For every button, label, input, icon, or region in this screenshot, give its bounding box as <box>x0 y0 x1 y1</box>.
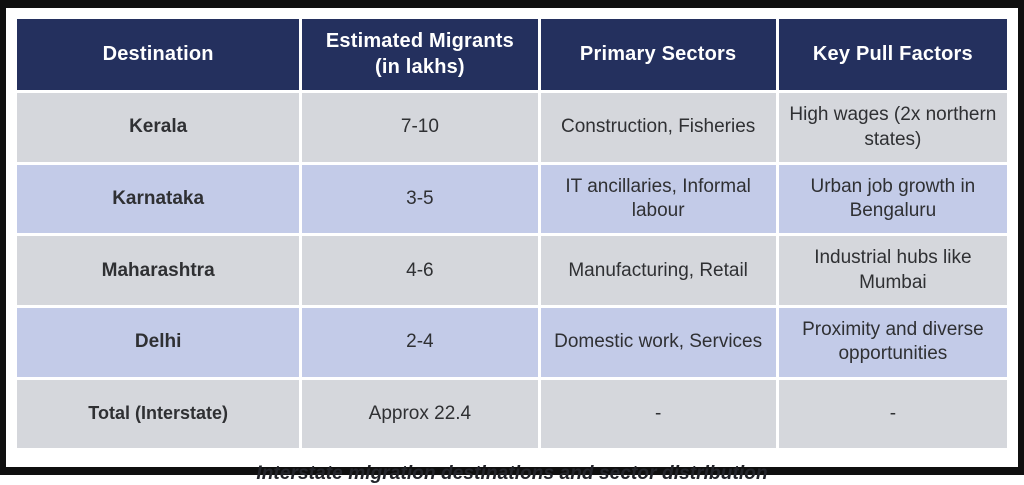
cell-destination: Karnataka <box>17 165 299 234</box>
cell-destination: Delhi <box>17 308 299 377</box>
cell-primary-sectors: - <box>541 380 776 448</box>
table-body <box>17 93 1007 448</box>
cell-primary-sectors: Construction, Fisheries <box>541 93 776 162</box>
cell-estimated-migrants: Approx 22.4 <box>302 380 537 448</box>
table-row-total <box>17 380 1007 448</box>
cell-key-pull-factors: - <box>779 380 1007 448</box>
column-header-estimated-migrants-unit: (in lakhs) <box>375 55 465 78</box>
table-row <box>17 165 1007 234</box>
column-header-destination <box>17 19 299 90</box>
cell-destination: Total (Interstate) <box>17 380 299 448</box>
column-header-key-pull-factors <box>779 19 1007 90</box>
cell-primary-sectors: Manufacturing, Retail <box>541 236 776 305</box>
column-header-estimated-migrants <box>302 19 537 90</box>
table-container <box>6 8 1018 484</box>
column-header-destination-label: Destination <box>102 42 214 65</box>
cell-primary-sectors: IT ancillaries, Informal labour <box>541 165 776 234</box>
cell-key-pull-factors: Proximity and diverse opportunities <box>779 308 1007 377</box>
cell-estimated-migrants: 7-10 <box>302 93 537 162</box>
table-header-row <box>17 19 1007 90</box>
column-header-estimated-migrants-label: Estimated Migrants <box>325 30 514 52</box>
cell-estimated-migrants: 2-4 <box>302 308 537 377</box>
cell-estimated-migrants: 4-6 <box>302 236 537 305</box>
cell-key-pull-factors: High wages (2x northern states) <box>779 93 1007 162</box>
cell-key-pull-factors: Urban job growth in Bengaluru <box>779 165 1007 234</box>
table-header <box>17 19 1007 90</box>
column-header-primary-sectors-label: Primary Sectors <box>579 42 737 65</box>
table-row <box>17 236 1007 305</box>
cell-key-pull-factors: Industrial hubs like Mumbai <box>779 236 1007 305</box>
table-caption: Interstate migration destinations and sector distribution <box>256 462 768 484</box>
cell-destination: Kerala <box>17 93 299 162</box>
cell-estimated-migrants: 3-5 <box>302 165 537 234</box>
cell-destination: Maharashtra <box>17 236 299 305</box>
column-header-primary-sectors <box>541 19 776 90</box>
table-row <box>17 308 1007 377</box>
table-row <box>17 93 1007 162</box>
cell-primary-sectors: Domestic work, Services <box>541 308 776 377</box>
migration-table <box>14 16 1010 451</box>
column-header-key-pull-factors-label: Key Pull Factors <box>812 42 973 65</box>
